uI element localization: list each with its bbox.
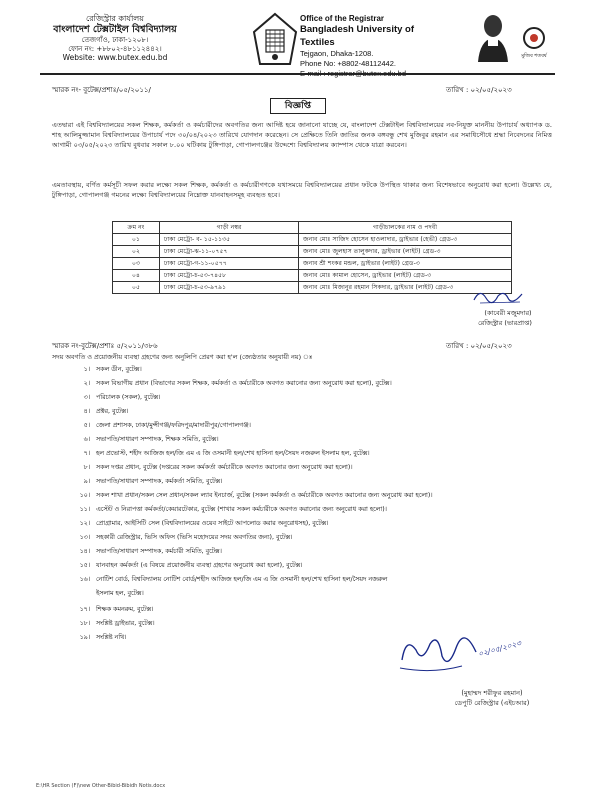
list-item: ৩। পরিচালক (সকল), বুটেক্স। <box>83 394 161 401</box>
portrait-image <box>476 12 510 62</box>
col-vehicle-number: গাড়ী নম্বর <box>160 222 299 234</box>
website-link[interactable]: Website: www.butex.edu.bd <box>62 53 168 63</box>
university-logo <box>252 12 298 66</box>
notice-date: তারিখ : ০২/০৫/২০২৩ <box>446 86 512 94</box>
list-item: ১৫। যানবাহন কর্মকর্তা (এ বিষয়ে প্রয়োজনীয় ব্যবস্থা গ্রহণের অনুরোধ করা হলো), বুটেক্স। <box>79 562 303 569</box>
phone-bn: ফোন নং: +৮৮০২-৪৮১১২৪৪২। <box>68 44 162 53</box>
table-row <box>113 258 512 270</box>
vehicle-cell: ঢাকা মেট্রো- ব- ১৫-১১৩৫ <box>160 234 299 246</box>
address-en: Tejgaon, Dhaka-1208. <box>300 49 374 59</box>
serial-cell: ০২ <box>113 246 160 258</box>
list-item: ৮। সকল দপ্তর প্রধান, বুটেক্স (দপ্তরের সকল কর্মকর্তা কর্মচারীকে অবগত করানোর জন্য অনুরোধ করা হলো)। <box>83 464 353 471</box>
copy-intro: সদয় অবগতি ও প্রয়োজনীয় ব্যবস্থা গ্রহণের জন্য অনুলিপি প্রেরণ করা হ'ল (জ্যেষ্ঠতার অনুযায়ী নয়) ঃ <box>52 353 313 361</box>
list-item: ১২। প্রোগ্রামার, আইসিটি সেল (বিশ্ববিদ্যালয়ের ওয়েব সাইটে আপলোড করার অনুরোধসহ), বুটেক্স। <box>79 520 329 527</box>
vehicle-cell: ঢাকা মেট্রো-চ-৫৩-৭৪৫৮ <box>160 270 299 282</box>
office-name-bn: রেজিস্ট্রার কার্যালয় <box>86 14 144 23</box>
list-item: ১০। সকল শাখা প্রধান/সকল সেল প্রধান/সকল ল্যাব ইনচার্জ, বুটেক্স (সকল কর্মকর্তা ও কর্মচারীকে অবগত করানোর জন্য অনুরোধ করা হলো)। <box>79 492 433 499</box>
driver-cell: জনাব মোঃ কামাল হোসেন, ড্রাইভার (লাইট) গ্রেড-৩ <box>299 270 512 282</box>
list-item: ১৩। সহকারী রেজিস্ট্রার, ভিসি অফিস (ভিসি মহোদয়ের সদয় অবগতির জন্য), বুটেক্স। <box>79 534 293 541</box>
paragraph-2: এমতাবস্থায়, বর্ণিত কর্মসূচী সফল করার লক্ষ্যে সকল শিক্ষক, কর্মকর্তা ও কর্মচারীগণকে যথাসময়ে বিশ্ববিদ্যালয়ের প্রধান ফটকে উপস্থিত থাকার জন্য বিশেষভাবে অনুরোধ করা হলো। উল্লেখ্য যে, টুঙ্গিপাড়া, গোপালগঞ্জ গমনের লক্ষ্যে বিশ্ববিদ্যালয়ের নিম্নোক্ত যানবাহনসমূহ ব্যবহৃত হবে। <box>52 181 552 200</box>
serial-cell: ০৫ <box>113 282 160 294</box>
signatory-2-name: (মুহাম্মদ শরীফুর রহমান) <box>461 689 523 697</box>
signatory-1-title: রেজিস্ট্রার (ভারপ্রাপ্ত) <box>478 319 532 327</box>
mujib-centenary-logo <box>515 26 553 58</box>
list-item: ৪। প্রক্টর, বুটেক্স। <box>83 408 129 415</box>
handwritten-date: ০২/০৫/২০২৩ <box>477 638 523 659</box>
signature-1 <box>470 286 530 306</box>
notice-title: বিজ্ঞপ্তি <box>270 98 326 114</box>
file-path-footer: E:\HR Section (F)\new Other-Bibid-Bibidh Notis.docx <box>36 783 166 789</box>
list-item: ১১। এস্টেট ও নিরাপত্তা কর্মকর্তা/কেয়ারটেকার, বুটেক্স (শাখার সকল কর্মচারীকে অবগত করানোর জন্য অনুরোধ করা হলো)। <box>79 506 387 513</box>
signatory-1-name: (কাবেরী মজুমদার) <box>484 309 532 317</box>
col-serial: ক্রম নং <box>113 222 160 234</box>
list-item: ১। সকল ডীন, বুটেক্স। <box>83 366 142 373</box>
table-row <box>113 282 512 294</box>
driver-cell: জনাব মোঃ সাজিদ হোসেন হাওলাদার, ড্রাইভার (হেভী) গ্রেড-৩ <box>299 234 512 246</box>
list-item: ১৬। নোটিশ বোর্ড, বিশ্ববিদ্যালয় নোটিশ বোর্ড/শহীদ আজিজ হল/জি এম এ জি ওসমানী হল/শেখ হাসিনা হল/সৈয়দ নজরুল <box>79 576 388 583</box>
table-row <box>113 270 512 282</box>
list-item: ৯। সভাপতি/সাধারণ সম্পাদক, কর্মকর্তা সমিতি, বুটেক্স। <box>83 478 223 485</box>
university-name-en: Bangladesh University of Textiles <box>300 24 415 48</box>
signatory-2-title: ডেপুটি রেজিস্ট্রার (এইচআর) <box>454 699 530 707</box>
letterhead-english <box>300 14 450 78</box>
driver-cell: জনাব মোঃ মিজানুর রহমান সিকদার, ড্রাইভার (লাইট) গ্রেড-৩ <box>299 282 512 294</box>
table-row <box>113 234 512 246</box>
list-item: ৭। হল প্রভোস্ট, শহীদ আজিজ হল/জি এম এ জি ওসমানী হল/শেখ হাসিনা হল/সৈয়দ নজরুল ইসলাম হল, বুটেক্স। <box>83 450 370 457</box>
vehicle-cell: ঢাকা মেট্রো-চ-৫৩-৯৭৯১ <box>160 282 299 294</box>
list-item: ১৪। সভাপতি/সাধারণ সম্পাদক, কর্মচারী সমিতি, বুটেক্স। <box>79 548 222 555</box>
mujib-caption: মুজিব শতবর্ষ <box>521 53 547 59</box>
vehicle-cell: ঢাকা মেট্রো-ঝ-১১-০৭৫৭ <box>160 246 299 258</box>
university-name-bn: বাংলাদেশ টেক্সটাইল বিশ্ববিদ্যালয় <box>53 24 177 35</box>
memo-number: স্মারক নং- বুটেক্স/প্রশাঃ/০৫/২০১১/ <box>52 86 151 94</box>
office-name-en: Office of the Registrar <box>300 14 385 23</box>
letterhead-bengali <box>40 14 190 63</box>
list-item: ৫। জেলা প্রশাসক, ঢাকা/মুন্সীগঞ্জ/ফরিদপুর/মাদারীপুর/গোপালগঞ্জ। <box>83 422 251 429</box>
vehicle-table <box>112 221 512 294</box>
table-header-row <box>113 222 512 234</box>
list-item: ১৯। সংশ্লিষ্ট নথি। <box>79 634 127 641</box>
address-bn: তেজগাঁও, ঢাকা-১২০৮। <box>81 35 149 44</box>
list-item: ১৮। সংশ্লিষ্ট ড্রাইভার, বুটেক্স। <box>79 620 155 627</box>
list-item: ১৭। শিক্ষক কমনরুম, বুটেক্স। <box>79 606 154 613</box>
table-row <box>113 246 512 258</box>
paragraph-1: এতদ্বারা এই বিশ্ববিদ্যালয়ের সকল শিক্ষক, কর্মকর্তা ও কর্মচারীদের অবগতির জন্য আদিষ্ট হয়ে জানানো যাচ্ছে যে, বাংলাদেশ টেক্সটাইল বিশ্ববিদ্যালয়ের নব-নিযুক্ত মাননীয় উপাচার্য অধ্যাপক ড. শাহ আলিমুজ্জামান বিশ্ববিদ্যালয়ের উপাচার্য পদে ৩০/০৪/২০২৩ তারিখে যোগদান করেছেন। সে প্রেক্ষিতে তিনি জাতির জনক বঙ্গবন্ধু শেখ মুজিবুর রহমান এর সমাধিসৌধে শ্রদ্ধা নিবেদনের নিমিত্ত আগামী ০৩/০৫/২০২৩ তারিখ বুধবার সকাল ৮.০০ ঘটিকায় টুঙ্গিপাড়া, গোপালগঞ্জের উদ্দেশ্যে বিশ্ববিদ্যালয় ক্যাম্পাস থেকে যাত্রা করবেন। <box>52 121 552 150</box>
list-item: ২। সকল বিভাগীয় প্রধান (বিভাগের সকল শিক্ষক, কর্মকর্তা ও কর্মচারীকে অবগত করানোর জন্য অনুরোধ করা হলো), বুটেক্স। <box>83 380 392 387</box>
serial-cell: ০১ <box>113 234 160 246</box>
list-item: ৬। সভাপতি/সাধারণ সম্পাদক, শিক্ষক সমিতি, বুটেক্স। <box>83 436 219 443</box>
vehicle-cell: ঢাকা মেট্রো-গ-১১-০৫৭৭ <box>160 258 299 270</box>
driver-cell: জনাব শ্রী শংকর মন্ডল, ড্রাইভার (লাইট) গ্রেড-৩ <box>299 258 512 270</box>
col-driver: গাড়ীচালকের নাম ও পদবী <box>299 222 512 234</box>
serial-cell: ০৪ <box>113 270 160 282</box>
memo-number-2: স্মারক নং-বুটেক্স/প্রশাঃ ৫/২০১১/৩৮৬ <box>52 342 158 350</box>
list-item-continuation: ইসলাম হল, বুটেক্স। <box>96 590 144 597</box>
header-divider <box>40 73 555 75</box>
copy-date: তারিখ : ০২/০৫/২০২৩ <box>446 342 512 350</box>
phone-en: Phone No: +8802-48112442. <box>300 58 396 68</box>
driver-cell: জনাব মোঃ জুলহাস তালুকদার, ড্রাইভার (লাইট) গ্রেড-৩ <box>299 246 512 258</box>
serial-cell: ০৩ <box>113 258 160 270</box>
